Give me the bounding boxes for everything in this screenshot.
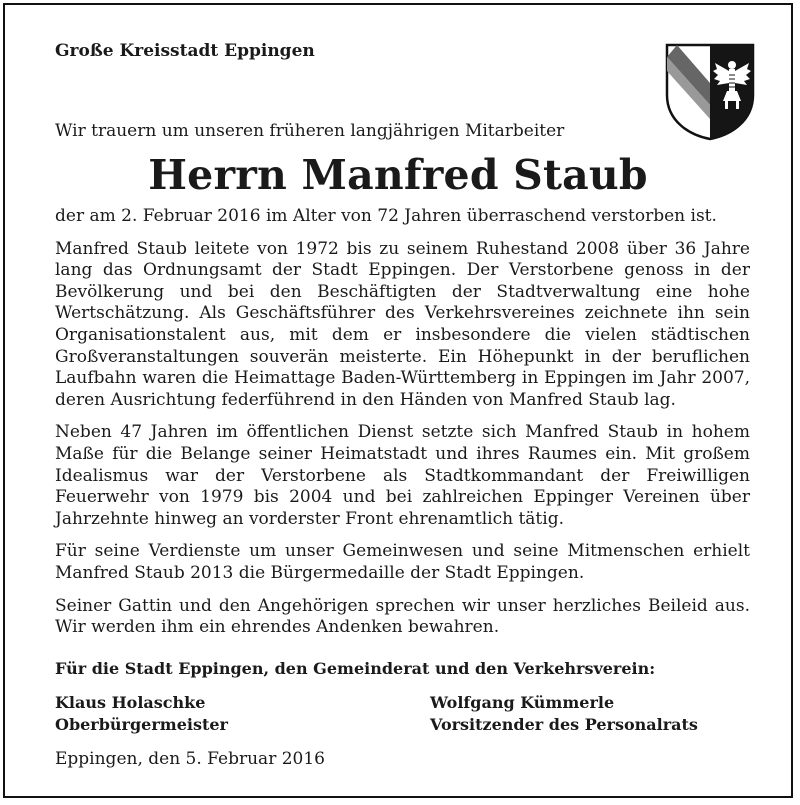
paragraph-3: Neben 47 Jahren im öffentlichen Dienst setzte sich Manfred Staub in hohem Maße für die Belange seiner Heimatstadt und ihres Raumes ein. Mit großem Idealismus war der Verstorbene als Stadtkommandant der Freiwilligen Feuerwehr von 1979 bis 2004 und bei zahlreichen Eppinger Vereinen über Jahrzehnte hinweg an vorderster Front ehrenamtlich tätig. <box>55 422 750 529</box>
paragraph-1: der am 2. Februar 2016 im Alter von 72 Jahren überraschend verstorben ist. <box>55 206 717 226</box>
signatory-name: Wolfgang Kümmerle <box>430 693 615 712</box>
obituary-body <box>55 206 750 650</box>
signatory-title: Oberbürgermeister <box>55 715 228 734</box>
intro-line: Wir trauern um unseren früheren langjährigen Mitarbeiter <box>55 121 565 141</box>
signatory-left <box>55 692 228 736</box>
issuer-heading: Große Kreisstadt Eppingen <box>55 41 315 61</box>
paragraph-2: Manfred Staub leitete von 1972 bis zu seinem Ruhestand 2008 über 36 Jahre lang das Ordnungsamt der Stadt Eppingen. Der Verstorbene genoss in der Bevölkerung und bei den Beschäftigten der Stadtverwaltung eine hohe Wertschätzung. Als Geschäftsführer des Verkehrsvereines zeichnete ihn sein Organisationstalent aus, mit dem er insbesondere die vielen städtischen Großveranstaltungen souverän meisterte. Ein Höhepunkt in der beruflichen Laufbahn waren die Heimattage Baden-Württemberg in Eppingen im Jahr 2007, deren Ausrichtung federführend in den Händen von Manfred Staub lag. <box>55 238 750 410</box>
closing-line: Für die Stadt Eppingen, den Gemeinderat und den Verkehrsverein: <box>55 659 656 678</box>
paragraph-4: Für seine Verdienste um unser Gemeinwesen und seine Mitmenschen erhielt Manfred Staub 2013 die Bürgermedaille der Stadt Eppingen. <box>55 541 750 583</box>
paragraph-5: Seiner Gattin und den Angehörigen sprechen wir unser herzliches Beileid aus. Wir werden ihm ein ehrendes Andenken bewahren. <box>55 595 750 638</box>
obituary-notice <box>3 3 793 798</box>
place-date: Eppingen, den 5. Februar 2016 <box>55 749 325 769</box>
deceased-name: Herrn Manfred Staub <box>148 151 648 199</box>
signatory-title: Vorsitzender des Personalrats <box>430 715 698 734</box>
signatory-right <box>430 692 698 736</box>
signatory-name: Klaus Holaschke <box>55 693 206 712</box>
coat-of-arms-icon <box>665 43 755 141</box>
